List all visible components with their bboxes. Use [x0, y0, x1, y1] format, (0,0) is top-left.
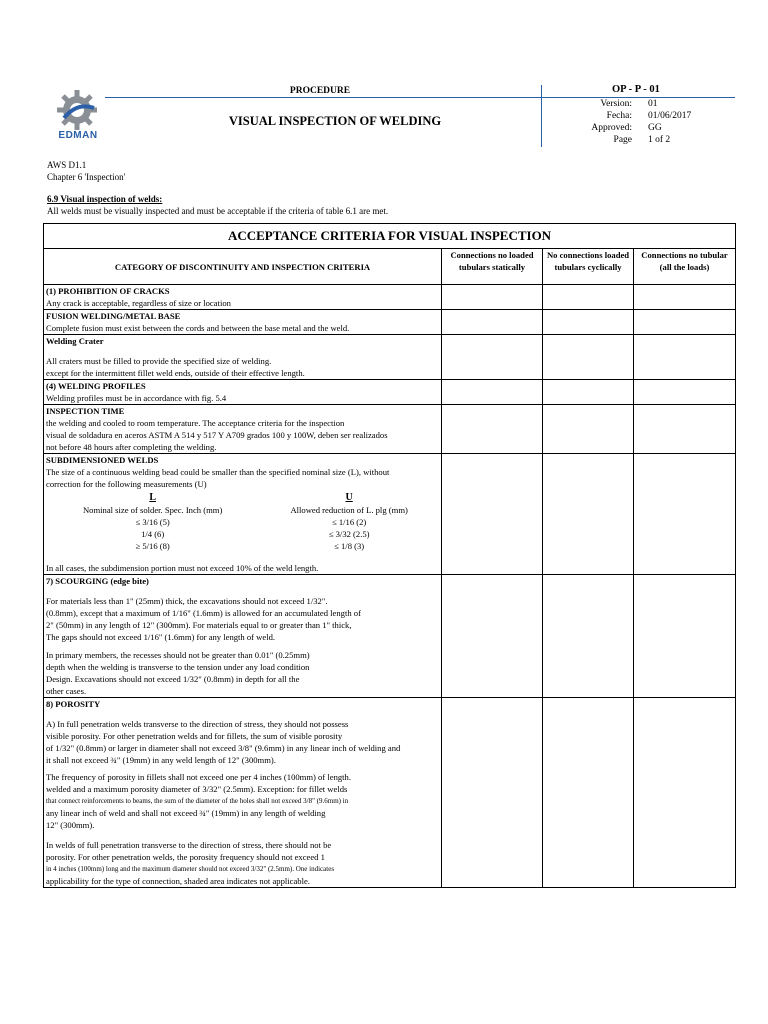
approved-value: GG — [648, 123, 662, 133]
profiles-text: Welding profiles must be in accordance with fig. 5.4 — [46, 393, 227, 403]
subdim-l-label: Nominal size of solder. Spec. Inch (mm) — [82, 505, 223, 515]
scourging-line: In primary members, the recesses should not be greater than 0.01" (0.25mm) — [46, 650, 310, 660]
scourging-line: other cases. — [46, 686, 87, 696]
inspection-time-line: the welding and cooled to room temperature. The acceptance criteria for the inspection — [46, 418, 345, 428]
porosity-line: 12" (300mm). — [46, 820, 95, 830]
table-row — [44, 454, 736, 575]
scourging-line: The gaps should not exceed 1/16" (1.6mm) for any length of weld. — [46, 632, 276, 642]
subdim-l-value: 1/4 (6) — [141, 529, 165, 539]
scourging-line: depth when the welding is transverse to the tension under any load condition — [46, 662, 310, 672]
acceptance-criteria-table — [43, 223, 736, 888]
date-label: Fecha: — [606, 111, 632, 121]
scourging-line: For materials less than 1" (25mm) thick, the excavations should not exceed 1/32". — [46, 596, 328, 606]
document-code: OP - P - 01 — [612, 84, 660, 95]
crater-line: All craters must be filled to provide the specified size of welding. — [46, 356, 272, 366]
subdim-u-label: Allowed reduction of L. plg (mm) — [290, 505, 408, 515]
section-text: All welds must be visually inspected and must be acceptable if the criteria of table 6.1 are met. — [47, 206, 389, 216]
subdim-line: The size of a continuous welding bead could be smaller than the specified nominal size (L), without — [46, 467, 390, 477]
scourging-line: (0.8mm), except that a maximum of 1/16" (1.6mm) is allowed for an accumulated length of — [46, 608, 361, 618]
date-value: 01/06/2017 — [648, 111, 692, 121]
version-value: 01 — [648, 99, 658, 109]
porosity-line: of 1/32" (0.8mm) or larger in diameter shall not exceed 3/8" (9.6mm) in any linear inch of welding and — [46, 743, 401, 753]
subdim-u-value: ≤ 1/8 (3) — [334, 541, 365, 551]
table-row — [44, 405, 736, 454]
standard-reference: AWS D1.1 — [47, 160, 87, 170]
crater-line: except for the intermittent fillet weld ends, outside of their effective length. — [46, 368, 305, 378]
porosity-line: welded and a maximum porosity diameter of 3/32" (2.5mm). Exception: for fillet welds — [46, 784, 348, 794]
table-row — [44, 310, 736, 335]
page-label: Page — [613, 135, 632, 145]
document-title: VISUAL INSPECTION OF WELDING — [228, 114, 442, 128]
cracks-heading: (1) PROHIBITION OF CRACKS — [46, 286, 170, 296]
company-name: EDMAN — [58, 130, 98, 141]
table-row — [44, 575, 736, 698]
porosity-line: visible porosity. For other penetration welds and for fillets, the sum of visible porosity — [46, 731, 343, 741]
table-row — [44, 285, 736, 310]
subdim-l-value: ≤ 3/16 (5) — [135, 517, 170, 527]
column-header-category: CATEGORY OF DISCONTINUITY AND INSPECTION CRITERIA — [44, 249, 442, 285]
section-heading: 6.9 Visual inspection of welds: — [47, 194, 163, 204]
porosity-heading: 8) POROSITY — [46, 699, 101, 709]
subdim-heading: SUBDIMENSIONED WELDS — [46, 455, 159, 465]
cracks-text: Any crack is acceptable, regardless of size or location — [46, 298, 231, 308]
version-label: Version: — [600, 99, 632, 109]
subdim-footer: In all cases, the subdimension portion must not exceed 10% of the weld length. — [46, 563, 319, 573]
subdim-u-value: ≤ 3/32 (2.5) — [328, 529, 370, 539]
approved-label: Approved: — [591, 123, 632, 133]
crater-heading: Welding Crater — [46, 336, 104, 346]
inspection-time-line: not before 48 hours after completing the welding. — [46, 442, 217, 452]
scourging-line: 2" (50mm) in any length of 12" (300mm). For materials equal to or greater than 1" thick, — [46, 620, 352, 630]
chapter-reference: Chapter 6 'Inspection' — [47, 172, 126, 182]
subdim-l-value: ≥ 5/16 (8) — [135, 541, 170, 551]
table-row — [44, 698, 736, 888]
profiles-heading: (4) WELDING PROFILES — [46, 381, 146, 391]
fusion-text: Complete fusion must exist between the cords and between the base metal and the weld. — [46, 323, 350, 333]
porosity-line: applicability for the type of connection, shaded area indicates not applicable. — [46, 876, 310, 886]
porosity-line: In welds of full penetration transverse to the direction of stress, there should not be — [46, 840, 332, 850]
scourging-heading: 7) SCOURGING (edge bite) — [46, 576, 149, 586]
subdim-u-value: ≤ 1/16 (2) — [331, 517, 367, 527]
porosity-line: A) In full penetration welds transverse to the direction of stress, they should not possess — [46, 719, 349, 729]
table-row — [44, 335, 736, 380]
porosity-line: in 4 inches (100mm) long and the maximum diameter should not exceed 3/32" (2.5mm). One indicates — [46, 865, 335, 873]
page-value: 1 of 2 — [648, 135, 671, 145]
porosity-line: that connect reinforcements to beams, the sum of the diameter of the holes shall not exceed 3/8" (9.6mm) in — [46, 797, 349, 805]
fusion-heading: FUSION WELDING/METAL BASE — [46, 311, 181, 321]
porosity-line: it shall not exceed ¾" (19mm) in any weld length of 12" (300mm). — [46, 755, 276, 765]
subdim-u-symbol: U — [345, 492, 353, 503]
column-header-tubular-static: Connections no loaded tubulars statically — [442, 249, 543, 285]
table-row — [44, 380, 736, 405]
column-header-non-tubular: Connections no tubular (all the loads) — [634, 249, 736, 285]
column-header-tubular-cyclic: No connections loaded tubulars cyclically — [543, 249, 634, 285]
subdim-l-symbol: L — [149, 492, 156, 503]
porosity-line: porosity. For other penetration welds, the porosity frequency should not exceed 1 — [46, 852, 325, 862]
procedure-label: PROCEDURE — [289, 86, 351, 96]
table-title: ACCEPTANCE CRITERIA FOR VISUAL INSPECTION — [44, 224, 736, 249]
header-divider-top — [105, 97, 735, 98]
inspection-time-line: visual de soldadura en aceros ASTM A 514 y 517 Y A709 grados 100 y 100W, deben ser realizados — [46, 430, 388, 440]
subdim-line: correction for the following measurements (U) — [46, 479, 207, 489]
subdim-measurements — [46, 492, 439, 552]
scourging-line: Design. Excavations should not exceed 1/32" (0.8mm) in depth for all the — [46, 674, 300, 684]
porosity-line: any linear inch of weld and shall not exceed ¾" (19mm) in any length of welding — [46, 808, 326, 818]
header-divider-vertical — [541, 85, 542, 147]
inspection-time-heading: INSPECTION TIME — [46, 406, 125, 416]
porosity-line: The frequency of porosity in fillets shall not exceed one per 4 inches (100mm) of length. — [46, 772, 351, 782]
